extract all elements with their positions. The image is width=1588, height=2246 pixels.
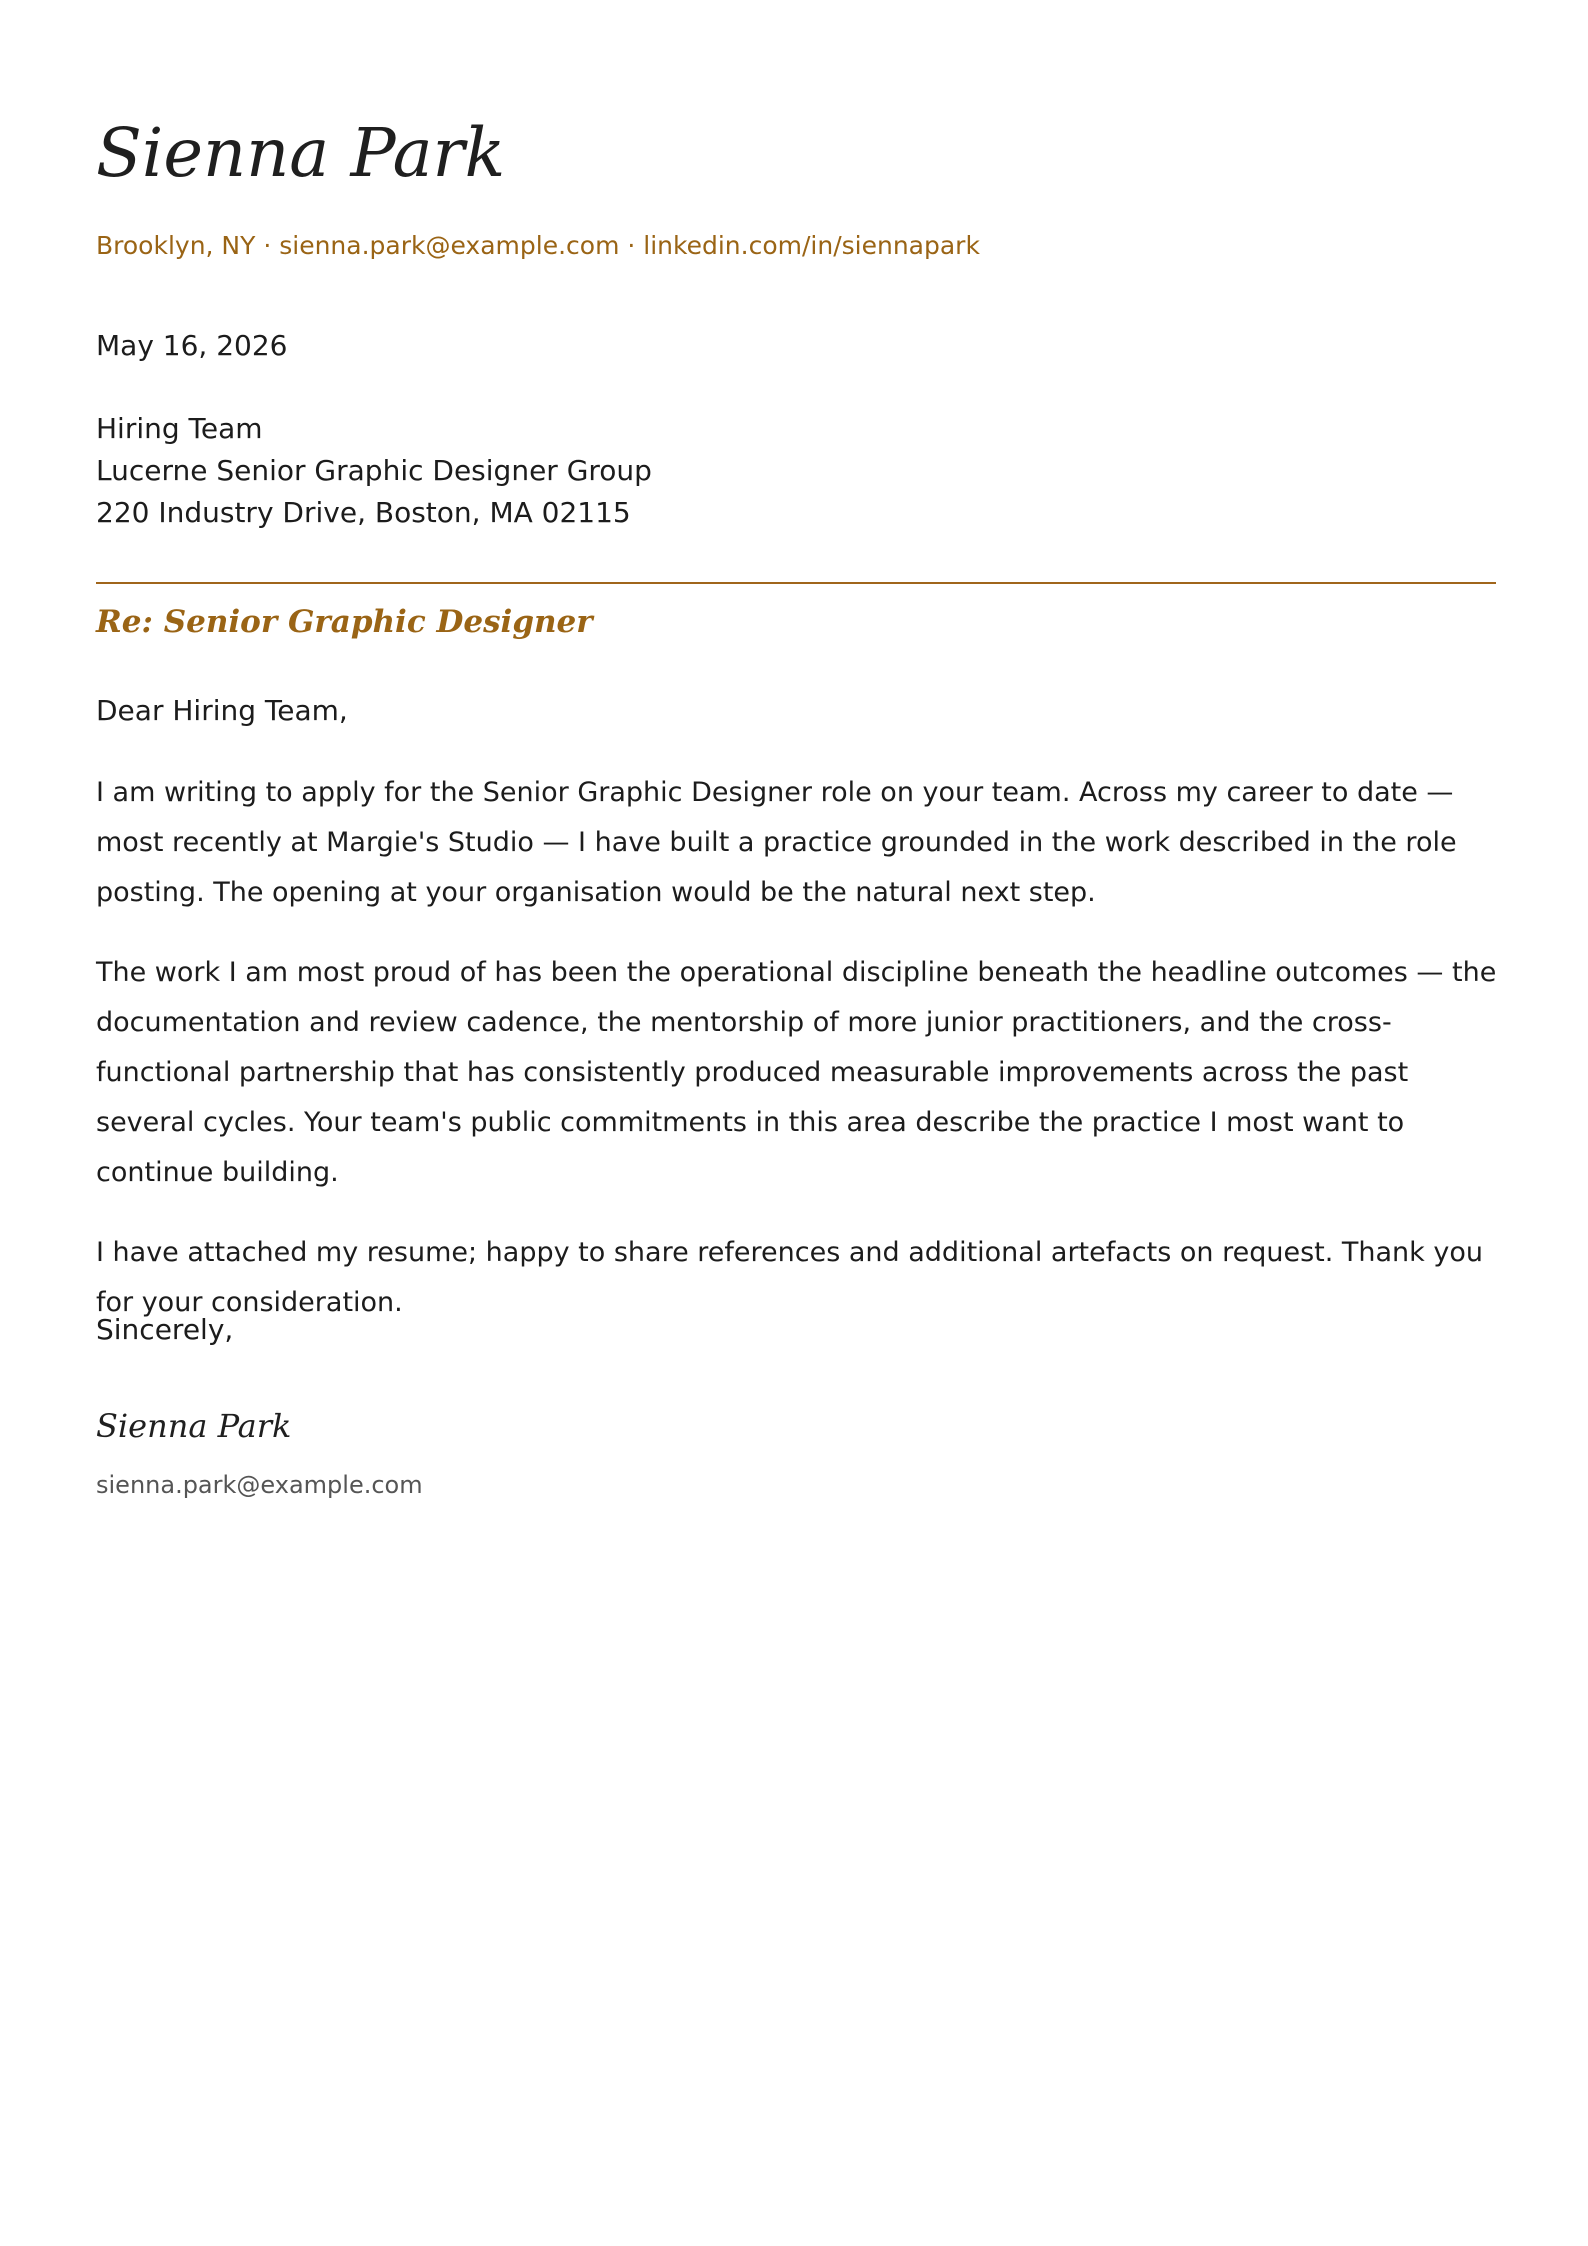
letter-date: May 16, 2026	[96, 329, 288, 362]
recipient-line: Hiring Team	[96, 412, 263, 445]
sender-name: Sienna Park	[96, 114, 506, 192]
body-paragraph: The work I am most proud of has been the operational discipline beneath the headline outcomes — the documentation and review cadence, the mentorship of more junior practitioners, and the cross-functional partnership that has consistently produced measurable improvements across the past several cycles. Your team's public commitments in this area describe the practice I most want to continue building.	[96, 957, 1497, 1188]
subject-line: Re: Senior Graphic Designer	[96, 604, 593, 640]
signature-name: Sienna Park	[96, 1407, 292, 1445]
body-paragraph: I have attached my resume; happy to share references and additional artefacts on request. Thank you for your consideration.	[96, 1237, 1483, 1318]
signature-email: sienna.park@example.com	[96, 1471, 423, 1499]
recipient-address	[96, 408, 652, 534]
recipient-line: 220 Industry Drive, Boston, MA 02115	[96, 496, 631, 529]
divider	[96, 582, 1496, 584]
closing: Sincerely,	[96, 1313, 234, 1346]
letter-body	[96, 768, 1506, 1358]
recipient-line: Lucerne Senior Graphic Designer Group	[96, 454, 652, 487]
salutation: Dear Hiring Team,	[96, 694, 348, 727]
contact-line: Brooklyn, NY · sienna.park@example.com · linkedin.com/in/siennapark	[96, 231, 980, 260]
body-paragraph: I am writing to apply for the Senior Graphic Designer role on your team. Across my career to date — most recently at Margie's Studio — I have built a practice grounded in the work described in the role posting. The opening at your organisation would be the natural next step.	[96, 777, 1457, 908]
